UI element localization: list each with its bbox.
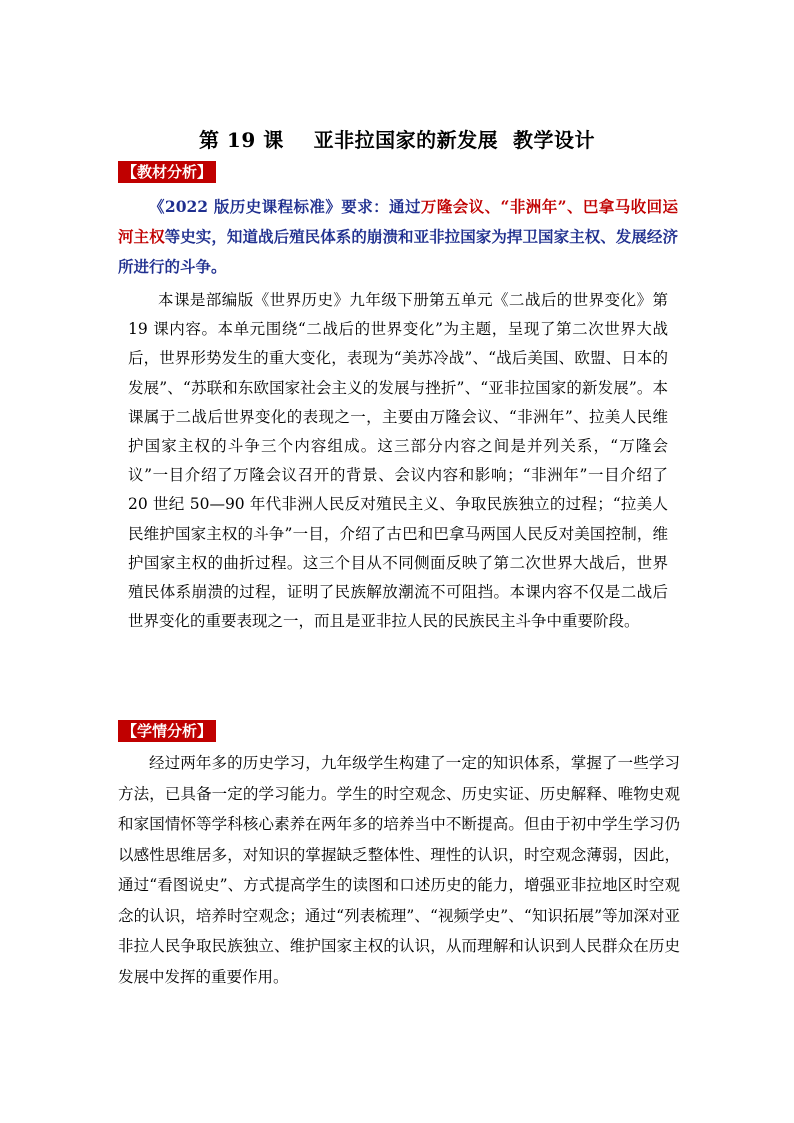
page-title: 第 19 课 亚非拉国家的新发展 教学设计 (198, 128, 596, 152)
standard-requirement: 等史实，知道战后殖民体系的崩溃和亚非拉国家为捍卫国家主权、发展经济所进行的斗争。 (118, 227, 678, 276)
section-tag-textbook-analysis: 【教材分析】 (118, 161, 216, 183)
section-tag-student-analysis: 【学情分析】 (118, 720, 216, 742)
student-analysis-paragraph: 经过两年多的历史学习，九年级学生构建了一定的知识体系，掌握了一些学习方法，已具备一定的学习能力。学生的时空观念、历史实证、历史解释、唯物史观和家国情怀等学科核心素养在两年多的培养当中不断提高。但由于初中学生学习仍以感性思维居多，对知识的掌握缺乏整体性、理性的认识，时空观念薄弱，因此，通过“看图说史”、方式提高学生的读图和口述历史的能力，增强亚非拉地区时空观念的认识，培养时空观念；通过“列表梳理”、“视频学史”、“知识拓展”等加深对亚非拉人民争取民族独立、维护国家主权的认识，从而理解和认识到人民群众在历史发展中发挥的重要作用。 (118, 754, 680, 986)
curriculum-standard-paragraph (118, 192, 678, 282)
standard-highlight-events: 万隆会议、“非洲年”、巴拿马收回运河主权 (118, 197, 678, 246)
standard-prefix: 《2022 版历史课程标准》要求：通过 (149, 197, 421, 216)
textbook-analysis-paragraph: 本课是部编版《世界历史》九年级下册第五单元《二战后的世界变化》第 19 课内容。本单元围绕“二战后的世界变化”为主题，呈现了第二次世界大战后，世界形势发生的重大变化，表现为“美苏冷战”、“战后美国、欧盟、日本的发展”、“苏联和东欧国家社会主义的发展与挫折”、“亚非拉国家的新发展”。本课属于二战后世界变化的表现之一，主要由万隆会议、“非洲年”、拉美人民维护国家主权的斗争三个内容组成。这三部分内容之间是并列关系，“万隆会议”一目介绍了万隆会议召开的背景、会议内容和影响；“非洲年”一目介绍了 20 世纪 50—90 年代非洲人民反对殖民主义、争取民族独立的过程；“拉美人民维护国家主权的斗争”一目，介绍了古巴和巴拿马两国人民反对美国控制，维护国家主权的曲折过程。这三个目从不同侧面反映了第二次世界大战后，世界殖民体系崩溃的过程，证明了民族解放潮流不可阻挡。本课内容不仅是二战后世界变化的重要表现之一，而且是亚非拉人民的民族民主斗争中重要阶段。 (128, 291, 668, 631)
